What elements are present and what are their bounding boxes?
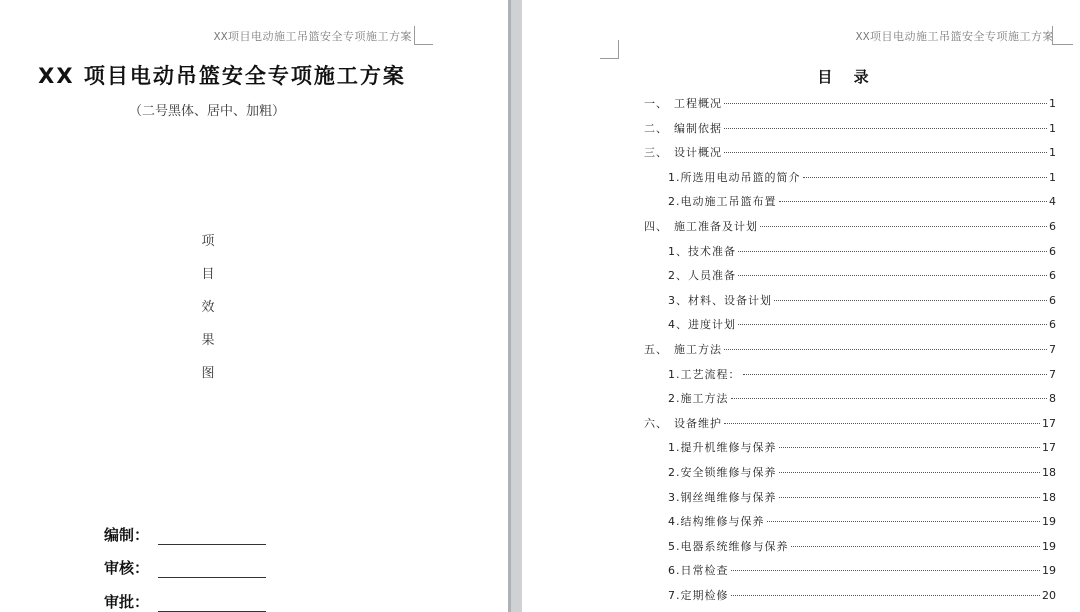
toc-page-number: 6 xyxy=(1049,244,1056,258)
toc-entry[interactable] xyxy=(644,169,1056,194)
margin-corner-mark xyxy=(1052,26,1073,45)
running-header: XX项目电动施工吊篮安全专项施工方案 xyxy=(855,30,1054,43)
signature-row-review xyxy=(104,557,266,578)
page-gutter xyxy=(508,0,522,612)
toc-page-number: 18 xyxy=(1042,490,1056,504)
signature-row-compile xyxy=(104,524,266,545)
toc-page-number: 6 xyxy=(1049,269,1056,283)
toc-page-number: 1 xyxy=(1049,121,1056,135)
toc-entry-number: 六、 xyxy=(644,416,668,430)
toc-entry-number: 一、 xyxy=(644,97,668,110)
toc-dot-leader xyxy=(779,447,1041,448)
toc-entry-text: 2.安全锁维修与保养 xyxy=(668,465,777,479)
toc-page-number: 20 xyxy=(1042,588,1056,602)
toc-page-number: 19 xyxy=(1042,564,1056,578)
toc-dot-leader xyxy=(724,423,1040,424)
effect-char: 目 xyxy=(201,267,215,282)
toc-entry-text: 1、技术准备 xyxy=(668,244,736,258)
toc-entry[interactable] xyxy=(644,218,1056,243)
toc-entry-text: 2.电动施工吊篮布置 xyxy=(668,195,777,209)
toc-entry-number: 四、 xyxy=(644,219,668,233)
toc-dot-leader xyxy=(767,521,1041,522)
toc-entry-text: 1.所选用电动吊篮的简介 xyxy=(668,170,801,184)
running-header: XX项目电动施工吊篮安全专项施工方案 xyxy=(213,30,412,43)
signature-line[interactable] xyxy=(158,563,266,578)
signature-label: 审核： xyxy=(104,559,150,577)
signature-line[interactable] xyxy=(158,597,266,612)
signature-row-approve xyxy=(104,591,266,612)
toc-page-number: 7 xyxy=(1049,342,1056,356)
toc-page-number: 1 xyxy=(1049,97,1056,110)
toc-entry-text: 3.钢丝绳维修与保养 xyxy=(668,490,777,504)
toc-dot-leader xyxy=(791,546,1041,547)
toc-dot-leader xyxy=(724,103,1047,104)
document-subtitle: （二号黑体、居中、加粗） xyxy=(128,104,285,119)
toc-entry[interactable] xyxy=(644,415,1056,440)
effect-char: 效 xyxy=(201,300,215,315)
toc-entry-text: 设备维护 xyxy=(674,416,722,430)
toc-entry[interactable] xyxy=(644,292,1056,317)
toc-page-number: 18 xyxy=(1042,465,1056,479)
toc-entry[interactable] xyxy=(644,538,1056,563)
toc-dot-leader xyxy=(779,472,1041,473)
toc-entry[interactable] xyxy=(644,587,1056,612)
toc-dot-leader xyxy=(731,595,1041,596)
toc-dot-leader xyxy=(724,152,1047,153)
toc-dot-leader xyxy=(738,251,1047,252)
left-page xyxy=(0,0,508,612)
toc-entry[interactable] xyxy=(644,390,1056,415)
toc-dot-leader xyxy=(779,497,1041,498)
toc-page-number: 6 xyxy=(1049,293,1056,307)
toc-page-number: 17 xyxy=(1042,441,1056,455)
project-effect-image-placeholder xyxy=(200,230,216,395)
toc-dot-leader xyxy=(731,398,1048,399)
toc-entry-text: 2、人员准备 xyxy=(668,269,736,283)
toc-entry-text: 工程概况 xyxy=(674,97,722,110)
effect-char: 图 xyxy=(201,366,215,381)
toc-entry-text: 1.工艺流程： xyxy=(668,367,741,381)
margin-corner-mark xyxy=(600,40,619,59)
toc-dot-leader xyxy=(724,128,1047,129)
toc-entry[interactable] xyxy=(644,144,1056,169)
document-title: XX 项目电动吊篮安全专项施工方案 xyxy=(38,64,406,88)
toc-entry-text: 设计概况 xyxy=(674,146,722,160)
toc-entry-text: 施工准备及计划 xyxy=(674,219,758,233)
toc-entry[interactable] xyxy=(644,366,1056,391)
toc-dot-leader xyxy=(774,300,1047,301)
toc-page-number: 19 xyxy=(1042,539,1056,553)
toc-entry-text: 2.施工方法 xyxy=(668,392,729,406)
margin-corner-mark xyxy=(414,26,433,45)
toc-entry[interactable] xyxy=(644,341,1056,366)
toc-entry-text: 施工方法 xyxy=(674,342,722,356)
toc-entry-text: 4、进度计划 xyxy=(668,318,736,332)
toc-page-number: 7 xyxy=(1049,367,1056,381)
toc-dot-leader xyxy=(738,275,1047,276)
toc-dot-leader xyxy=(724,349,1047,350)
toc-entry[interactable] xyxy=(644,95,1056,120)
toc-entry[interactable] xyxy=(644,464,1056,489)
toc-dot-leader xyxy=(743,374,1048,375)
signature-label: 编制： xyxy=(104,526,150,544)
toc-page-number: 1 xyxy=(1049,146,1056,160)
toc-page-number: 17 xyxy=(1042,416,1056,430)
toc-entry[interactable] xyxy=(644,562,1056,587)
toc-entry-text: 5.电器系统维修与保养 xyxy=(668,539,789,553)
toc-entry-text: 编制依据 xyxy=(674,121,722,135)
toc-dot-leader xyxy=(760,226,1047,227)
toc-entry-text: 3、材料、设备计划 xyxy=(668,293,772,307)
toc-page-number: 8 xyxy=(1049,392,1056,406)
effect-char: 果 xyxy=(201,333,215,348)
signature-line[interactable] xyxy=(158,530,266,545)
toc-entry[interactable] xyxy=(644,193,1056,218)
toc-entry-number: 五、 xyxy=(644,342,668,356)
toc-page-number: 6 xyxy=(1049,219,1056,233)
effect-char: 项 xyxy=(201,234,215,249)
toc-dot-leader xyxy=(731,570,1041,571)
toc-entry[interactable] xyxy=(644,120,1056,145)
toc-entry[interactable] xyxy=(644,316,1056,341)
toc-title: 目 录 xyxy=(817,68,877,86)
toc-entry-text: 1.提升机维修与保养 xyxy=(668,441,777,455)
toc-entry[interactable] xyxy=(644,489,1056,514)
toc-page-number: 4 xyxy=(1049,195,1056,209)
toc-dot-leader xyxy=(779,201,1048,202)
signature-label: 审批： xyxy=(104,593,150,611)
toc-entry[interactable] xyxy=(644,513,1056,538)
toc-page-number: 1 xyxy=(1049,170,1056,184)
table-of-contents xyxy=(644,95,1056,611)
toc-entry-number: 三、 xyxy=(644,146,668,160)
toc-page-number: 6 xyxy=(1049,318,1056,332)
right-page xyxy=(522,0,1080,612)
toc-entry[interactable] xyxy=(644,243,1056,268)
toc-entry-text: 7.定期检修 xyxy=(668,588,729,602)
toc-entry-number: 二、 xyxy=(644,121,668,135)
toc-entry-text: 4.结构维修与保养 xyxy=(668,515,765,529)
toc-page-number: 19 xyxy=(1042,515,1056,529)
toc-dot-leader xyxy=(803,177,1048,178)
toc-entry-text: 6.日常检查 xyxy=(668,564,729,578)
toc-entry[interactable] xyxy=(644,439,1056,464)
toc-entry[interactable] xyxy=(644,267,1056,292)
toc-dot-leader xyxy=(738,324,1047,325)
